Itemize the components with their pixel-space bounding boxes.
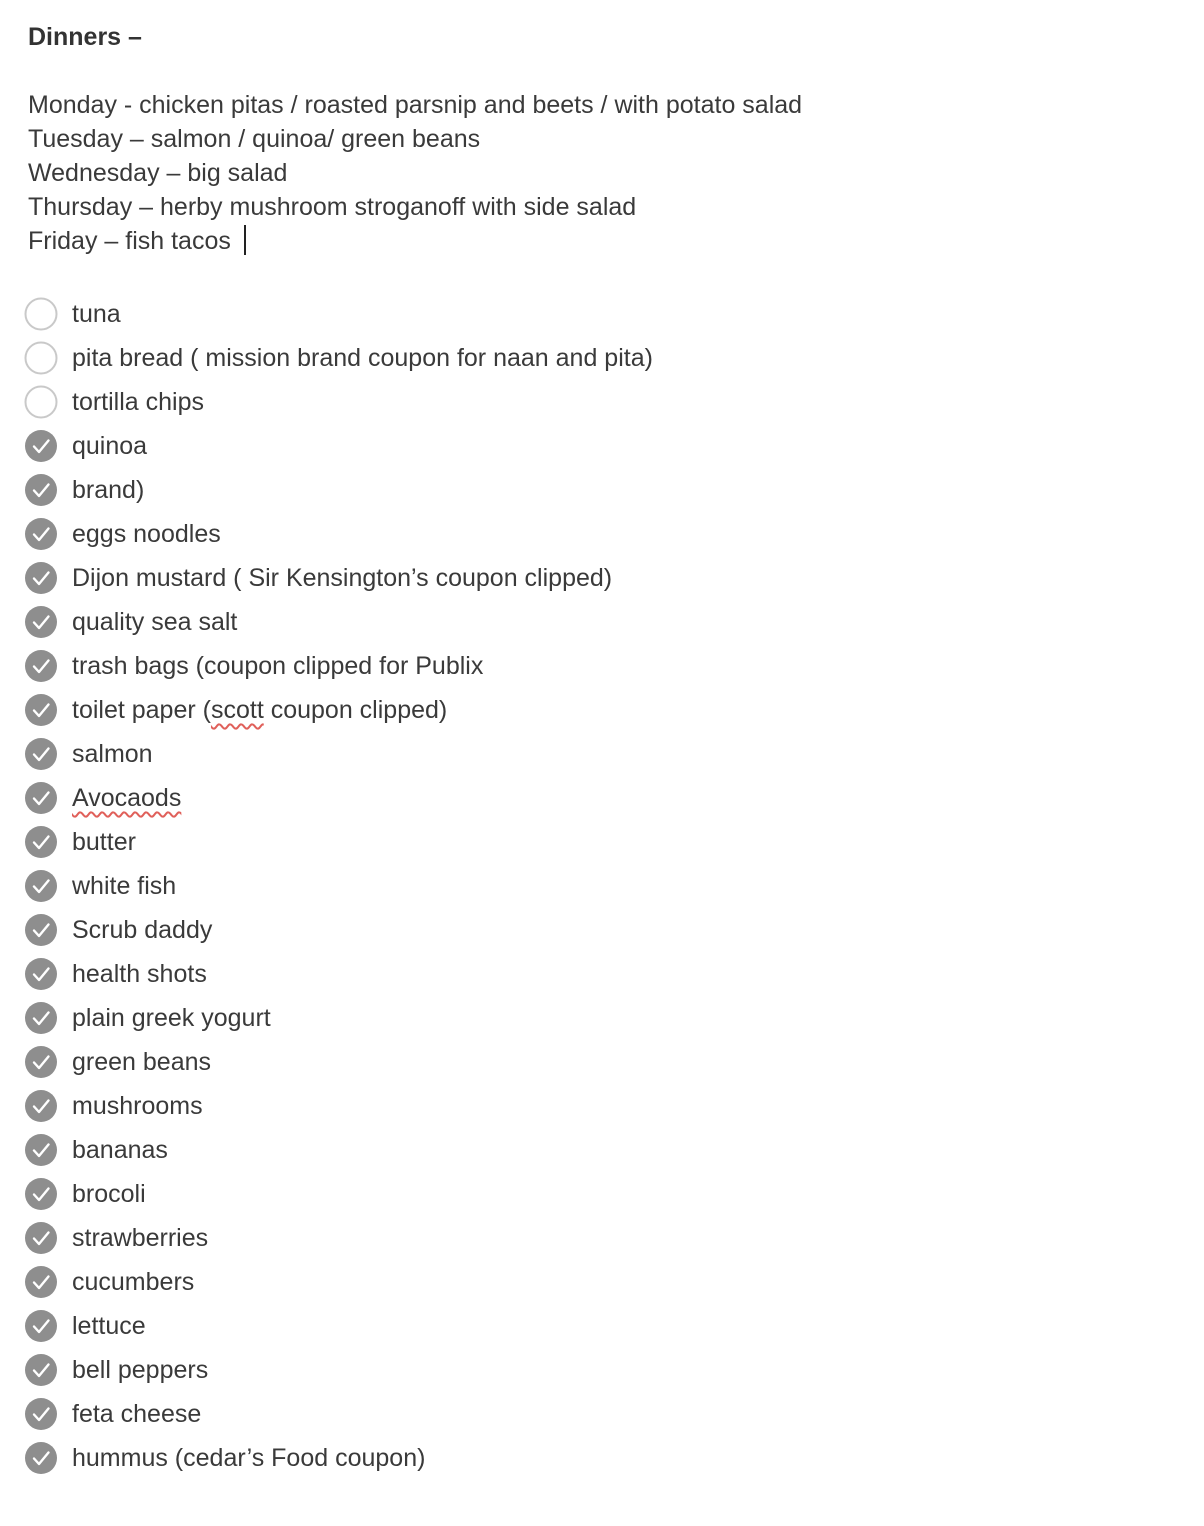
checklist-item-label[interactable]: lettuce (72, 1312, 146, 1340)
checklist-item-label[interactable]: health shots (72, 960, 207, 988)
note-body[interactable] (28, 20, 1178, 258)
label-text: coupon clipped) (263, 696, 448, 724)
checklist-item (24, 512, 653, 556)
checklist-item (24, 380, 653, 424)
day-line-monday[interactable]: Monday - chicken pitas / roasted parsnip and beets / with potato salad (28, 91, 803, 119)
checklist-item (24, 1172, 653, 1216)
checked-circle-icon[interactable] (24, 1309, 58, 1343)
checked-circle-icon[interactable] (24, 1133, 58, 1167)
checklist-item (24, 732, 653, 776)
note-title[interactable]: Dinners – (28, 23, 142, 51)
day-line-wednesday[interactable]: Wednesday – big salad (28, 159, 288, 187)
checked-circle-icon[interactable] (24, 561, 58, 595)
day-line-thursday[interactable]: Thursday – herby mushroom stroganoff with side salad (28, 193, 637, 221)
checked-circle-icon[interactable] (24, 781, 58, 815)
checklist-item-label[interactable]: tortilla chips (72, 388, 204, 416)
checklist-item (24, 644, 653, 688)
checked-circle-icon[interactable] (24, 737, 58, 771)
checked-circle-icon[interactable] (24, 869, 58, 903)
checklist-item (24, 1304, 653, 1348)
checklist-item-label[interactable]: plain greek yogurt (72, 1004, 271, 1032)
checklist-item-label[interactable]: brocoli (72, 1180, 146, 1208)
checklist-item-label[interactable]: quality sea salt (72, 608, 238, 636)
checked-circle-icon[interactable] (24, 1397, 58, 1431)
checklist-item-label[interactable]: quinoa (72, 432, 148, 460)
checklist-item (24, 776, 653, 820)
checklist-item-label[interactable]: tuna (72, 300, 121, 328)
checked-circle-icon[interactable] (24, 1177, 58, 1211)
label-text: toilet paper ( (72, 696, 211, 724)
checklist-item (24, 1084, 653, 1128)
checklist-item-label[interactable]: mushrooms (72, 1092, 203, 1120)
checklist-item-label[interactable]: brand) (72, 476, 145, 504)
checklist-item (24, 864, 653, 908)
checked-circle-icon[interactable] (24, 605, 58, 639)
checklist-item (24, 1260, 653, 1304)
checklist-item-label[interactable]: eggs noodles (72, 520, 221, 548)
checklist-item-label[interactable]: white fish (72, 872, 177, 900)
checked-circle-icon[interactable] (24, 1001, 58, 1035)
day-line-friday-text: Friday – fish tacos (28, 227, 238, 255)
checked-circle-icon[interactable] (24, 1265, 58, 1299)
checked-circle-icon[interactable] (24, 913, 58, 947)
checked-circle-icon[interactable] (24, 473, 58, 507)
checklist-item (24, 1436, 653, 1480)
checked-circle-icon[interactable] (24, 649, 58, 683)
checked-circle-icon[interactable] (24, 1045, 58, 1079)
checklist-item-label[interactable]: bananas (72, 1136, 168, 1164)
checklist-item-label[interactable]: green beans (72, 1048, 212, 1076)
checked-circle-icon[interactable] (24, 429, 58, 463)
checklist-item-label[interactable]: Scrub daddy (72, 916, 213, 944)
checklist-item (24, 688, 653, 732)
checklist-item (24, 996, 653, 1040)
checklist-item-label[interactable] (72, 781, 181, 815)
checklist-item-label[interactable]: salmon (72, 740, 153, 768)
checked-circle-icon[interactable] (24, 1089, 58, 1123)
checklist-item-label[interactable]: cucumbers (72, 1268, 195, 1296)
checklist-item (24, 820, 653, 864)
checklist-item (24, 1216, 653, 1260)
checklist-item-label[interactable]: feta cheese (72, 1400, 202, 1428)
checklist-item (24, 1040, 653, 1084)
misspelled-word: Avocaods (72, 784, 182, 812)
checked-circle-icon[interactable] (24, 957, 58, 991)
checklist-item (24, 556, 653, 600)
checked-circle-icon[interactable] (24, 1353, 58, 1387)
dinner-schedule (28, 88, 1178, 258)
misspelled-word: scott (210, 696, 264, 724)
checklist-item-label[interactable] (72, 693, 447, 727)
grocery-checklist (24, 292, 653, 1480)
unchecked-circle-icon[interactable] (24, 297, 58, 331)
unchecked-circle-icon[interactable] (24, 385, 58, 419)
day-line-tuesday[interactable]: Tuesday – salmon / quinoa/ green beans (28, 125, 481, 153)
checklist-item (24, 1348, 653, 1392)
checklist-item (24, 468, 653, 512)
checklist-item (24, 1128, 653, 1172)
checklist-item (24, 908, 653, 952)
checklist-item-label[interactable]: bell peppers (72, 1356, 209, 1384)
checklist-item (24, 952, 653, 996)
text-cursor (244, 225, 246, 255)
checklist-item (24, 292, 653, 336)
unchecked-circle-icon[interactable] (24, 341, 58, 375)
checklist-item-label[interactable]: trash bags (coupon clipped for Publix (72, 652, 484, 680)
checklist-item (24, 600, 653, 644)
checklist-item (24, 424, 653, 468)
checked-circle-icon[interactable] (24, 693, 58, 727)
checked-circle-icon[interactable] (24, 825, 58, 859)
checked-circle-icon[interactable] (24, 1441, 58, 1475)
day-line-friday[interactable] (28, 224, 1178, 258)
checklist-item-label[interactable]: pita bread ( mission brand coupon for naan and pita) (72, 344, 653, 372)
checklist-item-label[interactable]: hummus (cedar’s Food coupon) (72, 1444, 426, 1472)
checked-circle-icon[interactable] (24, 517, 58, 551)
checked-circle-icon[interactable] (24, 1221, 58, 1255)
checklist-item-label[interactable]: strawberries (72, 1224, 209, 1252)
checklist-item-label[interactable]: Dijon mustard ( Sir Kensington’s coupon clipped) (72, 564, 613, 592)
checklist-item (24, 1392, 653, 1436)
checklist-item-label[interactable]: butter (72, 828, 136, 856)
checklist-item (24, 336, 653, 380)
